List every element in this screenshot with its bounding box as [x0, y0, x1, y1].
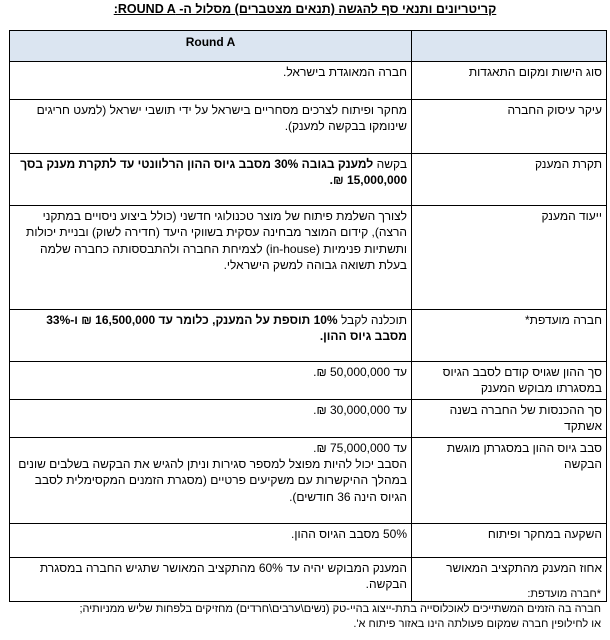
criterion-cell: סך ההכנסות של החברה בשנה אשתקד: [412, 399, 607, 437]
criterion-cell: סוג הישות ומקום התאגדות: [412, 62, 607, 100]
table-row: [10, 310, 607, 362]
criterion-cell: חברה מועדפת*: [412, 310, 607, 362]
table-row: [10, 154, 607, 206]
header-round: Round A: [10, 31, 412, 62]
table-row: [10, 62, 607, 100]
page-title: קריטריונים ותנאי סף להגשה (תנאים מצטברים) מסלול ה- ROUND A:: [113, 2, 497, 16]
value-line: עד 75,000,000 ₪.: [313, 440, 407, 455]
value-prefix: בקשה: [373, 157, 407, 171]
criterion-cell: תקרת המענק: [412, 154, 607, 206]
value-cell: [10, 310, 412, 362]
table-row: [10, 523, 607, 557]
table-header-row: [10, 31, 607, 62]
criteria-table: [9, 30, 607, 602]
criterion-cell: אחוז המענק מהתקציב המאושר: [412, 557, 607, 601]
table-row: [10, 206, 607, 310]
table-row: [10, 362, 607, 400]
footnote: [8, 587, 601, 632]
header-criterion: [412, 31, 607, 62]
value-bold: 10% תוספת על המענק, כלומר עד 16,500,000 ₪ ו-33% מסבב גיוס ההון.: [46, 313, 407, 344]
criterion-cell: עיקר עיסוק החברה: [412, 100, 607, 154]
criterion-cell: סבב גיוס ההון במסגרתן מוגשת הבקשה: [412, 437, 607, 523]
table-row: [10, 399, 607, 437]
value-cell: [10, 154, 412, 206]
value-prefix: תוכלנה לקבל: [337, 313, 407, 327]
table-row: [10, 100, 607, 154]
criterion-cell: סך ההון שגויס קודם לסבב הגיוס במסגרתו מבוקש המענק: [412, 362, 607, 400]
value-extra: הסבב יכול להיות מפוצל למספר סגירות וניתן להגיש את הבקשה בשלבים שונים במהלך ההיקשרות עם משקיעים פרטיים (מסגרת הזמנים המקסימלית לסבב הגיוס הינה 36 חודשים).: [18, 457, 407, 504]
criterion-cell: ייעוד המענק: [412, 206, 607, 310]
value-cell: לצורך השלמת פיתוח של מוצר טכנולוגי חדשני (כולל ביצוע ניסויים במתקני הרצה), קידום המוצר מבחינה עסקית בשווקי היעד (חדירה לשוק) ובניית יכולות ותשתיות פנימיות (in-house) לצמיחת החברה ולהתבססותה כחברה שלמה בעלת תשואה גבוהה למשק הישראלי.: [10, 206, 412, 310]
value-cell: חברה המאוגדת בישראל.: [10, 62, 412, 100]
value-cell: מחקר ופיתוח לצרכים מסחריים בישראל על ידי תושבי ישראל (למעט חריגים שינומקו בבקשה למענק).: [10, 100, 412, 154]
footnote-line: חברה בה הזמים המשתייכים לאוכלוסייה בתת-ייצוג בהיי-טק (נשים\ערבים\חרדים) מחזיקים בלפחות שליש ממניותיה;: [79, 603, 601, 615]
value-cell: עד 30,000,000 ₪.: [10, 399, 412, 437]
footnote-title: *חברה מועדפת:: [527, 588, 601, 600]
value-bold: למענק בגובה 30% מסבב גיוס ההון הרלוונטי עד לתקרת מענק בסך 15,000,000 ₪.: [20, 157, 407, 188]
value-cell: עד 50,000,000 ₪.: [10, 362, 412, 400]
table-row: [10, 437, 607, 523]
value-cell: המענק המבוקש יהיה עד 60% מהתקציב המאושר שתגיש החברה במסגרת הבקשה.: [10, 557, 412, 601]
value-cell: [10, 437, 412, 523]
footnote-line: או לחילופין חברה שמקום פעולתה הינו באזור פיתוח א'.: [353, 618, 601, 630]
value-cell: 50% מסבב הגיוס ההון.: [10, 523, 412, 557]
criterion-cell: השקעה במחקר ופיתוח: [412, 523, 607, 557]
